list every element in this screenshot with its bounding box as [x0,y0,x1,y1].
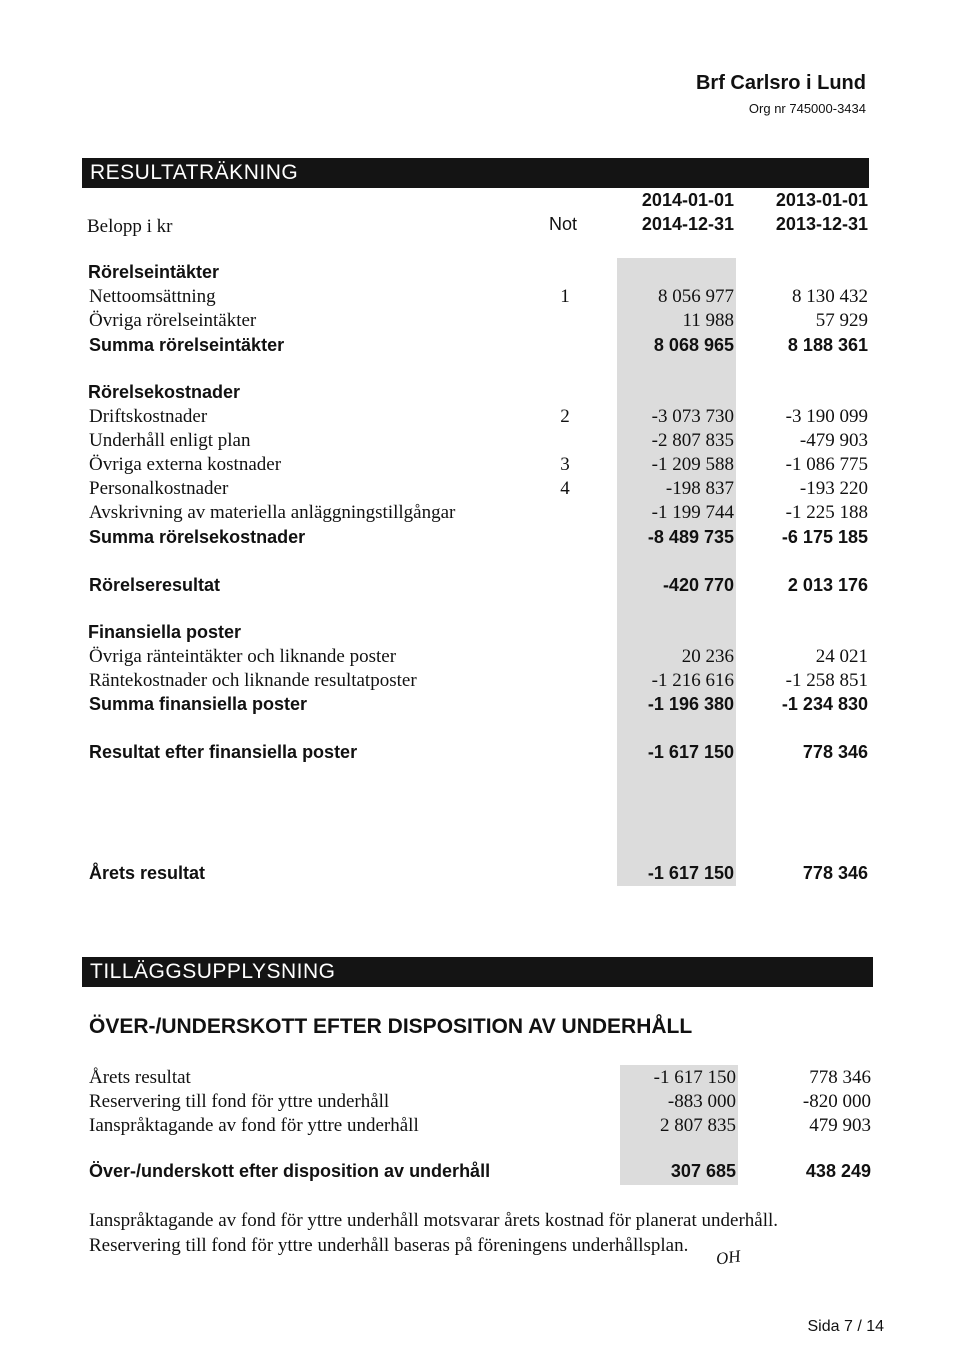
table-row [0,478,960,502]
sum-label: Summa rörelsekostnader [89,527,306,547]
arets-resultat-label: Årets resultat [89,863,206,883]
row-label: Övriga ränteintäkter och liknande poster [89,646,397,667]
org-number: Org nr 745000-3434 [748,101,866,116]
row-label: Personalkostnader [89,478,229,499]
note-line: Reservering till fond för yttre underhåll baseras på föreningens underhållsplan. [89,1235,689,1256]
row-label: Nettoomsättning [89,286,216,307]
table-row [0,406,960,430]
row-value-2014: -883 000 [667,1091,736,1112]
row-value-2013: -820 000 [802,1091,871,1112]
tillagg-banner [82,957,873,987]
sum-label: Summa finansiella poster [89,694,308,714]
period2-end: 2013-12-31 [775,214,868,234]
row-note: 4 [560,478,570,499]
note-line: Ianspråktagande av fond för yttre underhåll motsvarar årets kostnad för planerat underhåll. [89,1210,779,1231]
row-value-2014: -1 209 588 [651,454,734,475]
section-title-rorelsekostnader: Rörelsekostnader [88,382,241,402]
row-value-2013: -479 903 [799,430,868,451]
row-value-2014: -3 073 730 [651,406,734,427]
table-row [0,1067,960,1091]
table-row [0,670,960,694]
resultat-efter-fin-row [0,742,960,766]
arets-resultat-row [0,863,960,887]
sum-value-2013: 8 188 361 [787,335,868,355]
page-number: Sida 7 / 14 [807,1318,884,1335]
arets-resultat-2013: 778 346 [802,863,868,883]
tillagg-heading: ÖVER-/UNDERSKOTT EFTER DISPOSITION AV UNDERHÅLL [89,1015,693,1038]
period1-start: 2014-01-01 [641,190,734,210]
section-title-finansiella: Finansiella poster [88,622,242,642]
row-value-2013: 8 130 432 [792,286,868,307]
row-label: Årets resultat [89,1067,191,1088]
row-value-2013: -1 225 188 [785,502,868,523]
sum-value-2014: 307 685 [670,1161,736,1181]
row-value-2014: 8 056 977 [658,286,734,307]
row-value-2014: -1 617 150 [653,1067,736,1088]
sum-value-2014: -8 489 735 [647,527,734,547]
period1-end: 2014-12-31 [641,214,734,234]
row-label: Avskrivning av materiella anläggningstillgångar [89,502,456,523]
row-value-2014: 20 236 [681,646,734,667]
row-label: Driftskostnader [89,406,208,427]
row-label: Reservering till fond för yttre underhåll [89,1091,390,1112]
handwritten-initials: OH [714,1246,742,1269]
resultat-efter-fin-label: Resultat efter finansiella poster [89,742,358,762]
tillagg-banner-title: TILLÄGGSUPPLYSNING [90,960,336,983]
row-value-2013: 57 929 [815,310,868,331]
resultat-banner-title: RESULTATRÄKNING [90,161,299,184]
row-label: Övriga externa kostnader [89,454,282,475]
row-value-2014: -1 199 744 [651,502,734,523]
section-title-rorelseintakter: Rörelseintäkter [88,262,220,282]
row-value-2014: -1 216 616 [651,670,734,691]
table-row [0,1115,960,1139]
row-value-2013: -3 190 099 [785,406,868,427]
rorelseresultat-label: Rörelseresultat [89,575,221,595]
row-label: Övriga rörelseintäkter [89,310,257,331]
table-row [0,454,960,478]
row-value-2013: -1 086 775 [785,454,868,475]
row-value-2013: -1 258 851 [785,670,868,691]
sum-value-2013: -6 175 185 [781,527,868,547]
row-label: Underhåll enligt plan [89,430,251,451]
row-value-2013: 24 021 [815,646,868,667]
period2-start: 2013-01-01 [775,190,868,210]
row-note: 3 [560,454,570,475]
row-value-2013: 479 903 [809,1115,871,1136]
row-value-2013: 778 346 [809,1067,871,1088]
sum-row [0,1161,960,1185]
sum-value-2014: -1 196 380 [647,694,734,714]
table-row [0,430,960,454]
sum-label: Över-/underskott efter disposition av underhåll [89,1161,491,1181]
sum-row [0,527,960,551]
arets-resultat-2014: -1 617 150 [647,863,734,883]
row-value-2013: -193 220 [799,478,868,499]
resultat-efter-fin-2013: 778 346 [802,742,868,762]
table-row [0,502,960,526]
row-note: 1 [560,286,570,307]
rorelseresultat-2013: 2 013 176 [787,575,868,595]
belopp-label: Belopp i kr [87,216,173,237]
sum-value-2013: -1 234 830 [781,694,868,714]
sum-label: Summa rörelseintäkter [89,335,285,355]
resultat-banner [82,158,869,188]
not-label: Not [549,214,578,234]
sum-row [0,694,960,718]
table-row [0,1091,960,1115]
row-note: 2 [560,406,570,427]
row-value-2014: -2 807 835 [651,430,734,451]
sum-value-2014: 8 068 965 [653,335,734,355]
row-value-2014: 2 807 835 [660,1115,736,1136]
table-row [0,286,960,310]
sum-row [0,335,960,359]
org-name: Brf Carlsro i Lund [695,72,866,94]
table-row [0,310,960,334]
row-label: Ianspråktagande av fond för yttre underhåll [89,1115,419,1136]
row-label: Räntekostnader och liknande resultatposter [89,670,417,691]
sum-value-2013: 438 249 [805,1161,871,1181]
rorelseresultat-row [0,575,960,599]
resultat-efter-fin-2014: -1 617 150 [647,742,734,762]
rorelseresultat-2014: -420 770 [662,575,734,595]
row-value-2014: -198 837 [665,478,734,499]
row-value-2014: 11 988 [682,310,734,331]
table-row [0,646,960,670]
